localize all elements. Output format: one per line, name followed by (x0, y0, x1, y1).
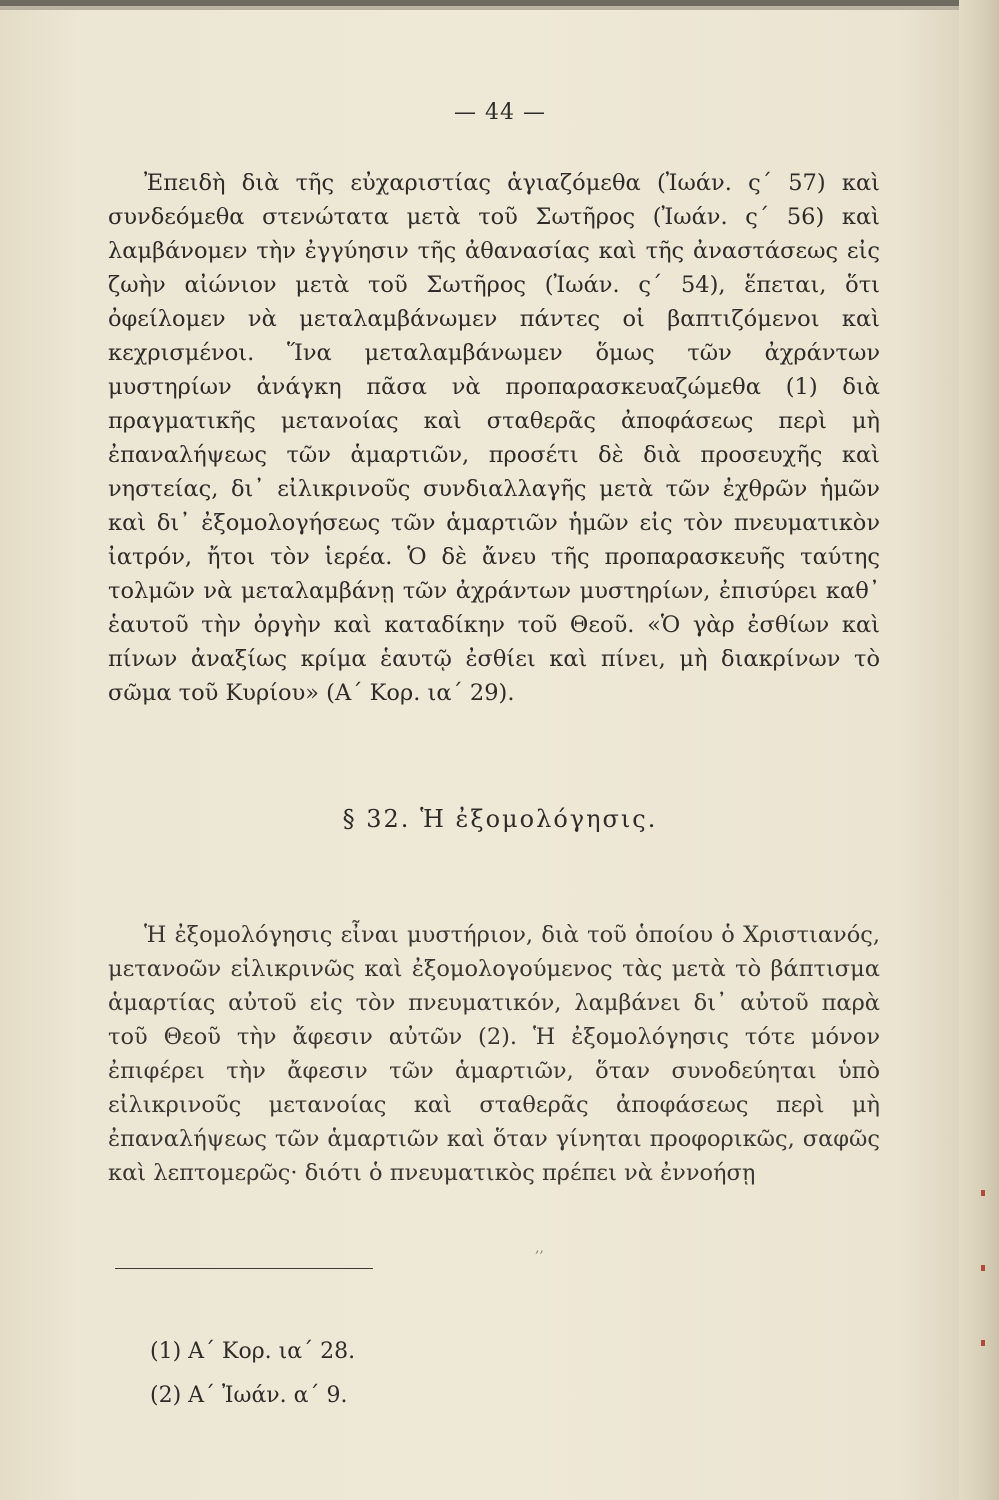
edge-mark (981, 1265, 985, 1271)
page-top-edge-shadow (0, 6, 960, 10)
footnotes (150, 1330, 355, 1418)
body-paragraph-2: Ἡ ἐξομολόγησις εἶναι μυστήριον, διὰ τοῦ ὁποίου ὁ Χριστιανός, μετανοῶν εἰλικρινῶς καὶ ἐξομολογούμενος τὰς μετὰ τὸ βάπτισμα ἁμαρτίας αὐτοῦ εἰς τὸν πνευματικόν, λαμβάνει δι᾿ αὐτοῦ παρὰ τοῦ Θεοῦ τὴν ἄφεσιν αὐτῶν (2). Ἡ ἐξομολόγησις τότε μόνον ἐπιφέρει τὴν ἄφεσιν τῶν ἁμαρτιῶν, ὅταν συνοδεύηται ὑπὸ εἰλικρινοῦς μετανοίας καὶ σταθερᾶς ἀποφάσεως περὶ μὴ ἐπαναλήψεως τῶν ἁμαρτιῶν καὶ ὅταν γίνηται προφορικῶς, σαφῶς καὶ λεπτομερῶς· διότι ὁ πνευματικὸς πρέπει νὰ ἐννοήσῃ (108, 922, 880, 1186)
edge-mark (981, 1190, 985, 1196)
edge-mark (981, 1340, 985, 1346)
footnote-1: (1) Α΄ Κορ. ια΄ 28. (150, 1339, 356, 1364)
section-heading: § 32. Ἡ ἐξομολόγησις. (342, 805, 658, 833)
page-number: — 44 — (454, 100, 546, 125)
stray-ink-mark: ,, (535, 1240, 544, 1256)
body-paragraph-1: Ἐπειδὴ διὰ τῆς εὐχαριστίας ἁγιαζόμεθα (Ἰωάν. ς΄ 57) καὶ συνδεόμεθα στενώτατα μετὰ τοῦ Σωτῆρος (Ἰωάν. ς΄ 56) καὶ λαμβάνομεν τὴν ἐγγύησιν τῆς ἀθανασίας καὶ τῆς ἀναστάσεως εἰς ζωὴν αἰώνιον μετὰ τοῦ Σωτῆρος (Ἰωάν. ς΄ 54), ἕπεται, ὅτι ὀφείλομεν νὰ μεταλαμβάνωμεν πάντες οἱ βαπτιζόμενοι καὶ κεχρισμένοι. Ἵνα μεταλαμβάνωμεν ὅμως τῶν ἀχράντων μυστηρίων ἀνάγκη πᾶσα νὰ προπαρασκευαζώμεθα (1) διὰ πραγματικῆς μετανοίας καὶ σταθερᾶς ἀποφάσεως περὶ μὴ ἐπαναλήψεως τῶν ἁμαρτιῶν, προσέτι δὲ διὰ προσευχῆς καὶ νηστείας, δι᾿ εἰλικρινοῦς συνδιαλλαγῆς μετὰ τῶν ἐχθρῶν ἡμῶν καὶ δι᾿ ἐξομολογήσεως τῶν ἁμαρτιῶν ἡμῶν εἰς τὸν πνευματικὸν ἰατρόν, ἤτοι τὸν ἱερέα. Ὁ δὲ ἄνευ τῆς προπαρασκευῆς ταύτης τολμῶν νὰ μεταλαμβάνῃ τῶν ἀχράντων μυστηρίων, ἐπισύρει καθ᾿ ἑαυτοῦ τὴν ὀργὴν καὶ καταδίκην τοῦ Θεοῦ. «Ὁ γὰρ ἐσθίων καὶ πίνων ἀναξίως κρίμα ἑαυτῷ ἐσθίει καὶ πίνει, μὴ διακρίνων τὸ σῶμα τοῦ Κυρίου» (Α΄ Κορ. ια΄ 29). (108, 170, 880, 706)
page-right-edge (959, 0, 999, 1500)
footnote-divider (115, 1268, 373, 1269)
footnote-2: (2) Α΄ Ἰωάν. α΄ 9. (150, 1383, 348, 1408)
